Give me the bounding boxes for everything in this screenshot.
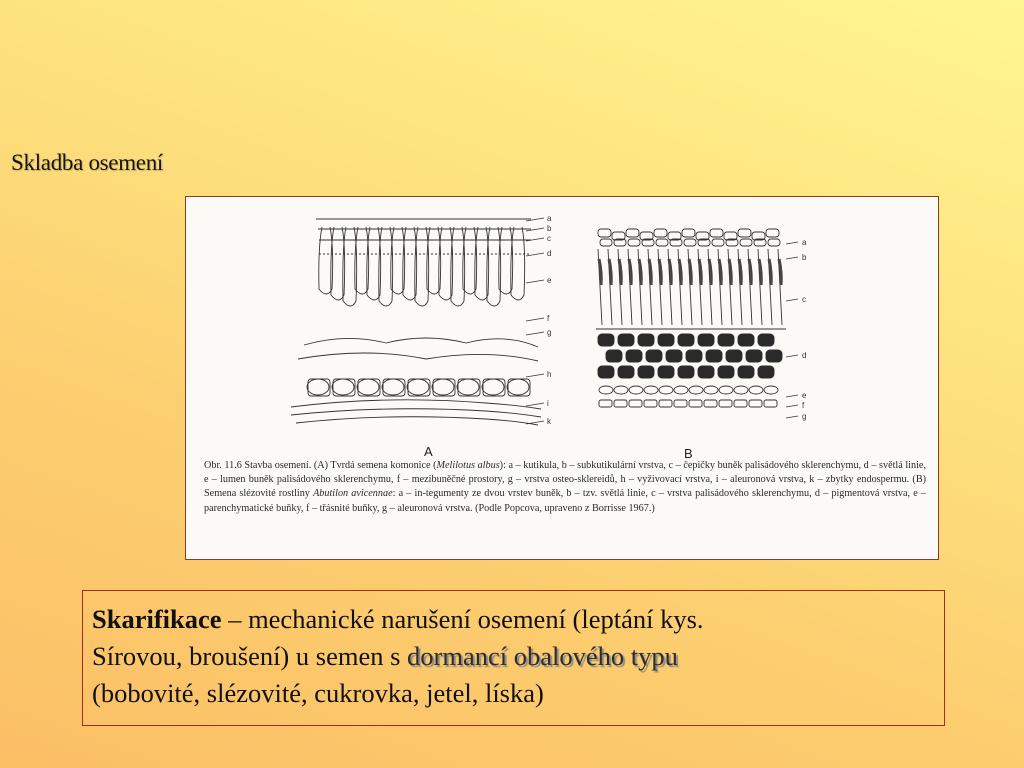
label-a-k: k: [547, 417, 551, 426]
caption-part3: : a – in-tegumenty ze dvou vrstev buněk, b – tzv. světlá linie, c – vrstva palisádového sklerenchymu, d – pigmentová vrstva, e – parenchymatické buňky, f – třásnité buňky, g – aleuronová vrstva. (Podle Popcova, upraveno z Borrisse 1967.): [204, 488, 926, 514]
definition-line3: (bobovité, slézovité, cukrovka, jetel, líska): [92, 678, 544, 708]
caption-part1: Obr. 11.6 Stavba osemení. (A) Tvrdá semena komonice (: [204, 460, 437, 471]
term-scarification: Skarifikace: [92, 604, 222, 634]
label-b-e: e: [802, 391, 807, 400]
label-b-g: g: [802, 412, 807, 421]
label-a-b: b: [547, 224, 552, 233]
label-a-f: f: [547, 314, 550, 323]
label-a-e: e: [547, 276, 552, 285]
caption-species-a: Melilotus albus: [436, 460, 500, 471]
panel-b-label: B: [684, 446, 693, 461]
dormancy-highlight: dormancí obalového typu: [407, 641, 678, 671]
term-dash: –: [221, 604, 249, 634]
label-b-a: a: [802, 238, 807, 247]
label-a-d: d: [547, 249, 552, 258]
label-b-d: d: [802, 351, 807, 360]
label-a-a: a: [547, 214, 552, 223]
label-b-f: f: [802, 401, 805, 410]
label-a-i: i: [547, 399, 549, 408]
label-a-c: c: [547, 234, 551, 243]
figure-box: [185, 196, 939, 560]
definition-line1: mechanické narušení osemení (leptání kys.: [248, 604, 704, 634]
figure-caption: [204, 459, 926, 516]
panel-a-label: A: [424, 444, 433, 459]
label-b-b: b: [802, 253, 807, 262]
scarification-text-box: [82, 590, 945, 726]
caption-part2: ): a – kutikula, b – subkutikulární vrstva, c – čepičky buněk palisádového sklerenchymu, d – světlá linie, e – lumen buněk palisádového sklerenchymu, f – mezibuněčné prostory, g – vrstva osteo-sklereidů, h – vyživovací vrstva, i – aleuronová vrstva, k – zbytky endospermu. (B) Semena slézovité rostliny: [204, 460, 926, 500]
label-a-h: h: [547, 370, 552, 379]
label-a-g: g: [547, 328, 552, 337]
caption-species-b: Abutilon avicennae: [313, 488, 393, 500]
label-b-c: c: [802, 295, 806, 304]
definition-line2: Sírovou, broušení) u semen s: [92, 641, 408, 671]
slide-title: Skladba osemení: [11, 150, 163, 175]
